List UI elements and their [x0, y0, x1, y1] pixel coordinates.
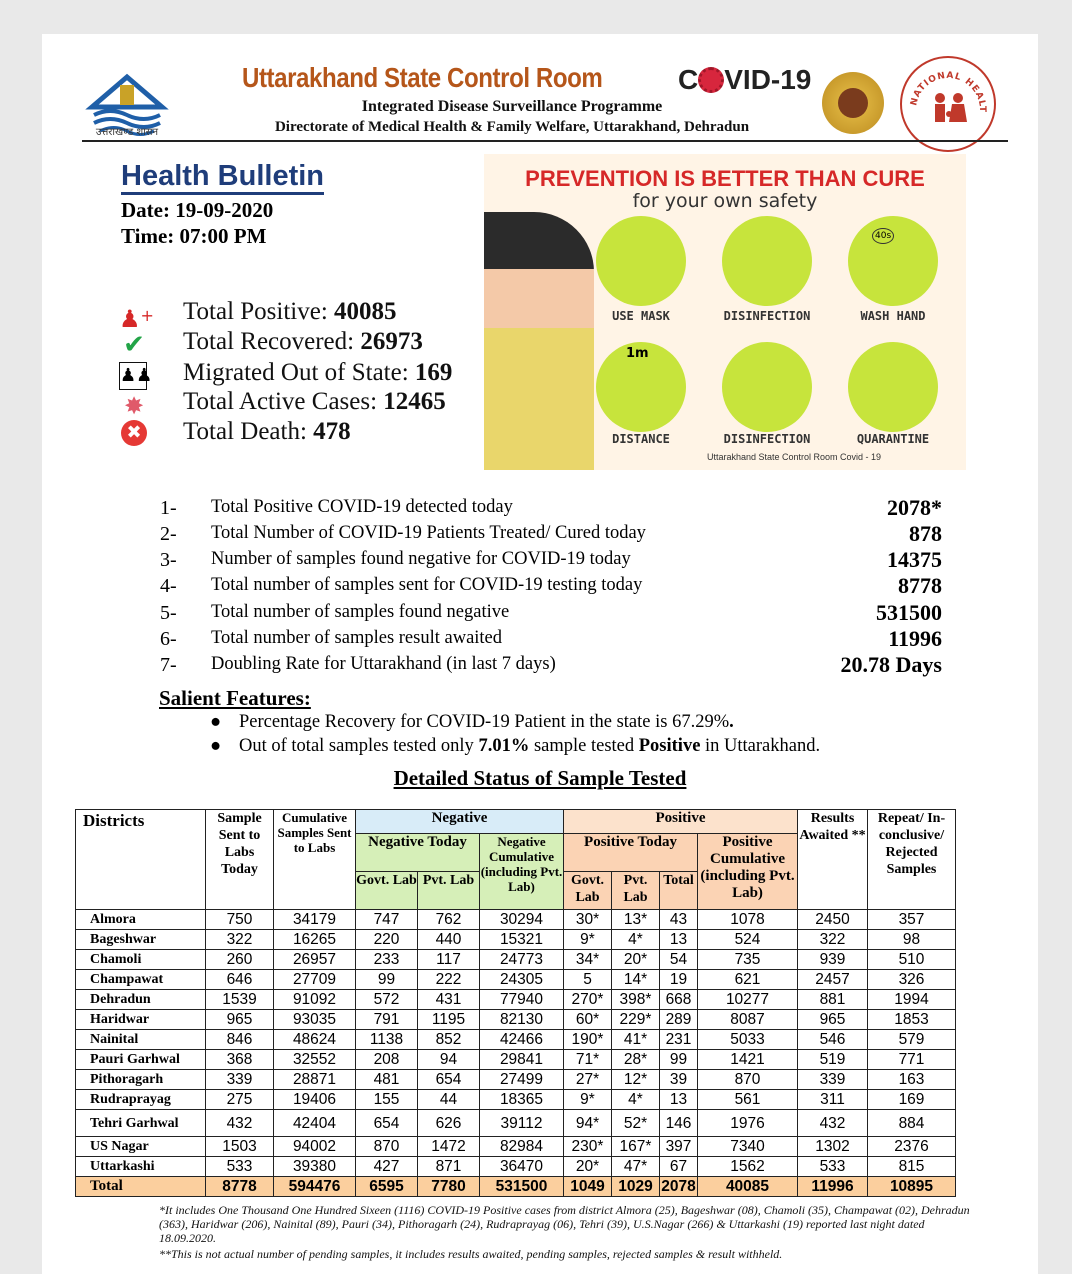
list-number: 1-	[160, 497, 177, 519]
table-cell: 357	[868, 910, 956, 930]
table-cell: 275	[206, 1090, 274, 1110]
table-cell: 28871	[274, 1070, 356, 1090]
list-item-text: Doubling Rate for Uttarakhand (in last 7 days)	[211, 654, 556, 674]
table-cell: 1421	[698, 1050, 798, 1070]
table-cell: 167*	[612, 1137, 660, 1157]
table-cell: 668	[660, 990, 698, 1010]
sample-status-table	[75, 809, 956, 1197]
table-cell: 9*	[564, 930, 612, 950]
table-cell: 117	[418, 950, 480, 970]
stat-label: Total Recovered:	[183, 328, 355, 355]
table-cell: 7340	[698, 1137, 798, 1157]
table-row	[76, 1070, 956, 1090]
table-cell: 82984	[480, 1137, 564, 1157]
covid-logo-rest: VID-19	[724, 64, 812, 95]
table-cell: 20*	[564, 1157, 612, 1177]
table-cell: 939	[798, 950, 868, 970]
table-cell: 39112	[480, 1110, 564, 1137]
stat-migrated-out	[183, 359, 452, 387]
table-cell: 8778	[206, 1177, 274, 1197]
distance-icon	[596, 342, 686, 432]
text-part: sample tested	[529, 736, 639, 756]
table-cell: 27*	[564, 1070, 612, 1090]
poster-subtitle: for your own safety	[632, 190, 818, 212]
table-cell: 8087	[698, 1010, 798, 1030]
district-name-cell: US Nagar	[76, 1137, 206, 1157]
list-number: 4-	[160, 575, 177, 597]
header-neg-pvt-lab: Pvt. Lab	[418, 872, 480, 910]
table-cell: 99	[660, 1050, 698, 1070]
table-cell: 40085	[698, 1177, 798, 1197]
table-cell: 260	[206, 950, 274, 970]
table-cell: 2457	[798, 970, 868, 990]
stat-label: Total Death:	[183, 418, 307, 445]
table-cell: 169	[868, 1090, 956, 1110]
table-cell: 654	[418, 1070, 480, 1090]
table-cell: 368	[206, 1050, 274, 1070]
text-part: Out of total samples tested only	[239, 736, 479, 756]
table-cell: 815	[868, 1157, 956, 1177]
list-item-value: 11996	[888, 626, 942, 651]
state-logo-caption: उत्तराखण्ड शासन	[95, 127, 159, 138]
table-cell: 533	[206, 1157, 274, 1177]
text-part: in Uttarakhand.	[700, 736, 821, 756]
table-cell: 28*	[612, 1050, 660, 1070]
salient-recovery-text	[239, 712, 734, 733]
table-cell: 67	[660, 1157, 698, 1177]
text-part: Positive	[638, 736, 701, 756]
table-cell: 870	[698, 1070, 798, 1090]
table-cell: 52*	[612, 1110, 660, 1137]
table-cell: 326	[868, 970, 956, 990]
table-cell: 440	[418, 930, 480, 950]
list-item-value: 878	[909, 521, 942, 546]
table-cell: 750	[206, 910, 274, 930]
list-number: 5-	[160, 602, 177, 624]
table-cell: 481	[356, 1070, 418, 1090]
stat-value: 478	[313, 418, 351, 445]
table-cell: 1302	[798, 1137, 868, 1157]
table-cell: 220	[356, 930, 418, 950]
disinfection-spray-icon	[722, 216, 812, 306]
table-cell: 546	[798, 1030, 868, 1050]
table-cell: 42466	[480, 1030, 564, 1050]
list-item-value: 8778	[898, 573, 942, 598]
table-cell: 20*	[612, 950, 660, 970]
programme-subtitle: Integrated Disease Surveillance Programme	[361, 98, 663, 115]
table-row	[76, 990, 956, 1010]
list-item-text: Total Positive COVID-19 detected today	[211, 497, 513, 517]
table-cell: 1029	[612, 1177, 660, 1197]
table-cell: 884	[868, 1110, 956, 1137]
header-positive-today: Positive Today	[564, 834, 698, 872]
table-cell: 34179	[274, 910, 356, 930]
table-cell: 322	[798, 930, 868, 950]
table-cell: 11996	[798, 1177, 868, 1197]
quarantine-icon	[848, 342, 938, 432]
list-item-text: Total Number of COVID-19 Patients Treated/ Cured today	[211, 523, 646, 543]
table-cell: 19	[660, 970, 698, 990]
stat-total-death	[183, 418, 351, 446]
table-cell: 965	[206, 1010, 274, 1030]
disinfection-phone-icon	[722, 342, 812, 432]
list-item-value: 2078*	[887, 495, 942, 520]
header-divider	[82, 140, 1008, 142]
table-cell: 870	[356, 1137, 418, 1157]
table-cell: 36470	[480, 1157, 564, 1177]
table-cell: 791	[356, 1010, 418, 1030]
table-cell: 432	[798, 1110, 868, 1137]
list-item-text: Total number of samples sent for COVID-19 testing today	[211, 575, 643, 595]
poster-label: DISTANCE	[612, 432, 670, 446]
table-cell: 594476	[274, 1177, 356, 1197]
table-cell: 18365	[480, 1090, 564, 1110]
table-cell: 846	[206, 1030, 274, 1050]
list-item-text: Total number of samples result awaited	[211, 628, 503, 648]
table-cell: 155	[356, 1090, 418, 1110]
table-cell: 19406	[274, 1090, 356, 1110]
table-cell: 311	[798, 1090, 868, 1110]
table-cell: 4*	[612, 930, 660, 950]
list-item-value: 531500	[876, 600, 942, 625]
table-cell: 270*	[564, 990, 612, 1010]
table-cell: 10277	[698, 990, 798, 1010]
district-name-cell: Rudraprayag	[76, 1090, 206, 1110]
table-cell: 1049	[564, 1177, 612, 1197]
table-cell: 13*	[612, 910, 660, 930]
table-cell: 94*	[564, 1110, 612, 1137]
table-cell: 13	[660, 930, 698, 950]
table-cell: 852	[418, 1030, 480, 1050]
table-cell: 16265	[274, 930, 356, 950]
table-cell: 94	[418, 1050, 480, 1070]
salient-features-title: Salient Features:	[159, 686, 311, 710]
table-cell: 762	[418, 910, 480, 930]
table-cell: 44	[418, 1090, 480, 1110]
table-cell: 289	[660, 1010, 698, 1030]
header-negative: Negative	[356, 810, 564, 834]
nhm-logo	[900, 56, 996, 152]
stat-total-positive	[183, 298, 397, 326]
table-cell: 60*	[564, 1010, 612, 1030]
table-row	[76, 1030, 956, 1050]
list-number: 2-	[160, 523, 177, 545]
table-cell: 27709	[274, 970, 356, 990]
table-cell: 233	[356, 950, 418, 970]
table-cell: 1994	[868, 990, 956, 1010]
table-cell: 2376	[868, 1137, 956, 1157]
district-name-cell: Pithoragarh	[76, 1070, 206, 1090]
table-cell: 322	[206, 930, 274, 950]
table-cell: 519	[798, 1050, 868, 1070]
district-name-cell: Bageshwar	[76, 930, 206, 950]
table-row	[76, 1110, 956, 1137]
table-cell: 94002	[274, 1137, 356, 1157]
header-negative-cumulative: Negative Cumulative (including Pvt. Lab)	[480, 834, 564, 910]
table-cell: 15321	[480, 930, 564, 950]
header-districts: Districts	[76, 810, 206, 910]
header-sample-today: Sample Sent to Labs Today	[206, 810, 274, 910]
idsp-emblem-center	[838, 88, 868, 118]
table-cell: 27499	[480, 1070, 564, 1090]
table-cell: 871	[418, 1157, 480, 1177]
table-cell: 626	[418, 1110, 480, 1137]
table-cell: 427	[356, 1157, 418, 1177]
table-cell: 13	[660, 1090, 698, 1110]
footnote-2: **This is not actual number of pending samples, it includes results awaited, pending samples, rejected samples & result withheld.	[159, 1247, 783, 1261]
table-cell: 339	[798, 1070, 868, 1090]
nhm-logo-text: NATIONAL HEALT	[909, 70, 988, 114]
table-cell: 771	[868, 1050, 956, 1070]
table-cell: 1562	[698, 1157, 798, 1177]
control-room-title: Uttarakhand State Control Room	[242, 62, 603, 93]
table-cell: 654	[356, 1110, 418, 1137]
table-cell: 572	[356, 990, 418, 1010]
table-cell: 339	[206, 1070, 274, 1090]
table-cell: 1078	[698, 910, 798, 930]
table-row	[76, 910, 956, 930]
poster-label: DISINFECTION	[723, 309, 811, 323]
nhm-emblem-icon	[902, 58, 994, 150]
table-cell: 531500	[480, 1177, 564, 1197]
table-cell: 30*	[564, 910, 612, 930]
covid19-logo	[678, 64, 811, 96]
stat-value: 12465	[383, 388, 446, 415]
table-cell: 42404	[274, 1110, 356, 1137]
table-cell: 1195	[418, 1010, 480, 1030]
table-row	[76, 1010, 956, 1030]
district-name-cell: Champawat	[76, 970, 206, 990]
table-row	[76, 930, 956, 950]
table-cell: 231	[660, 1030, 698, 1050]
prevention-poster	[484, 154, 966, 470]
table-cell: 146	[660, 1110, 698, 1137]
table-cell: 2078	[661, 1178, 696, 1195]
table-cell: 222	[418, 970, 480, 990]
table-cell: 2450	[798, 910, 868, 930]
distance-mark: 1m	[626, 346, 649, 361]
table-cell: 1472	[418, 1137, 480, 1157]
stat-label: Total Active Cases:	[183, 388, 378, 415]
table-cell: 533	[798, 1157, 868, 1177]
table-cell: 93035	[274, 1010, 356, 1030]
bulletin-page	[42, 34, 1038, 1274]
check-icon: ✔	[123, 330, 145, 360]
table-cell: 82130	[480, 1010, 564, 1030]
table-cell: 99	[356, 970, 418, 990]
header-awaited: Results Awaited **	[798, 810, 868, 910]
header-pos-govt-lab: Govt. Lab	[564, 872, 612, 910]
migrating-people-icon: ♟♟	[119, 362, 147, 390]
table-row	[76, 1050, 956, 1070]
health-bulletin-title: Health Bulletin	[121, 160, 324, 195]
header-positive-cumulative: Positive Cumulative (including Pvt. Lab)	[698, 834, 798, 910]
table-cell: 24773	[480, 950, 564, 970]
table-cell: 397	[660, 1137, 698, 1157]
table-cell: 190*	[564, 1030, 612, 1050]
list-item-text: Total number of samples found negative	[211, 602, 510, 622]
stat-label: Total Positive:	[183, 298, 328, 325]
table-cell: 965	[798, 1010, 868, 1030]
district-name-cell: Tehri Garhwal	[76, 1110, 206, 1137]
directorate-subtitle: Directorate of Medical Health & Family Welfare, Uttarakhand, Dehradun	[274, 119, 750, 135]
table-cell: 431	[418, 990, 480, 1010]
table-cell: 561	[698, 1090, 798, 1110]
table-cell: 26957	[274, 950, 356, 970]
bullet-icon: ●	[210, 736, 222, 756]
bulletin-date: Date: 19-09-2020	[121, 198, 274, 222]
text-part: Percentage Recovery for COVID-19 Patient in the state is	[239, 712, 673, 732]
table-cell: 524	[698, 930, 798, 950]
district-name-cell: Haridwar	[76, 1010, 206, 1030]
table-cell: 747	[356, 910, 418, 930]
district-name-cell: Dehradun	[76, 990, 206, 1010]
poster-label: WASH HAND	[860, 309, 926, 323]
table-cell: 9*	[564, 1090, 612, 1110]
table-cell: 10895	[868, 1177, 956, 1197]
table-cell: 32552	[274, 1050, 356, 1070]
stat-total-recovered	[183, 328, 423, 356]
list-number: 7-	[160, 654, 177, 676]
poster-title: PREVENTION IS BETTER THAN CURE	[525, 166, 925, 191]
header-positive: Positive	[564, 810, 798, 834]
table-cell: 1503	[206, 1137, 274, 1157]
table-total-row	[76, 1177, 956, 1197]
table-cell: 163	[868, 1070, 956, 1090]
table-cell: 98	[868, 930, 956, 950]
table-cell: 41*	[612, 1030, 660, 1050]
list-item-value: 14375	[887, 547, 942, 572]
district-name-cell: Almora	[76, 910, 206, 930]
table-cell: 91092	[274, 990, 356, 1010]
table-row	[76, 1090, 956, 1110]
cross-circle-icon: ✖	[121, 420, 147, 446]
table-cell: 579	[868, 1030, 956, 1050]
district-name-cell: Chamoli	[76, 950, 206, 970]
stat-label: Migrated Out of State:	[183, 359, 409, 386]
table-cell: 71*	[564, 1050, 612, 1070]
positivity-percent: 7.01%	[478, 736, 530, 756]
table-cell: 34*	[564, 950, 612, 970]
table-row	[76, 970, 956, 990]
table-cell: 208	[356, 1050, 418, 1070]
district-name-cell: Pauri Garhwal	[76, 1050, 206, 1070]
stat-value: 26973	[360, 328, 423, 355]
header-pos-pvt-lab: Pvt. Lab	[612, 872, 660, 910]
table-cell: 432	[206, 1110, 274, 1137]
table-cell: 621	[698, 970, 798, 990]
table-cell: 1138	[356, 1030, 418, 1050]
table-cell: 735	[698, 950, 798, 970]
footnote-1: *It includes One Thousand One Hundred Sixeen (1116) COVID-19 Positive cases from district Almora (25), Bageshwar (08), Chamoli (35), Champawat (02), Dehradun (363), Haridwar (206), Nainital (89), Pauri (34), Pithoragarh (24), Rudraprayag (06), Tehri (39), U.S.Nagar (266) & Uttarkashi (19) reported last night dated 18.09.2020.	[159, 1203, 970, 1245]
poster-footer: Uttarakhand State Control Room Covid - 19	[706, 452, 882, 462]
uttarakhand-emblem-icon	[82, 54, 172, 154]
table-cell: 1539	[206, 990, 274, 1010]
bulletin-time: Time: 07:00 PM	[121, 224, 267, 248]
district-name-cell: Total	[76, 1177, 206, 1197]
table-cell: 1853	[868, 1010, 956, 1030]
add-person-icon: ♟+	[119, 305, 154, 333]
table-cell: 77940	[480, 990, 564, 1010]
table-cell: 1976	[698, 1110, 798, 1137]
table-cell: 6595	[356, 1177, 418, 1197]
table-cell: 646	[206, 970, 274, 990]
table-cell: 5033	[698, 1030, 798, 1050]
text-part: .	[729, 712, 734, 732]
table-cell: 230*	[564, 1137, 612, 1157]
recovery-percent: 67.29%	[672, 712, 730, 732]
header-pos-total: Total	[660, 872, 698, 910]
table-body	[76, 910, 956, 1197]
stat-active-cases	[183, 388, 446, 416]
table-cell: 30294	[480, 910, 564, 930]
district-name-cell: Uttarkashi	[76, 1157, 206, 1177]
table-cell: 43	[660, 910, 698, 930]
table-cell: 5	[564, 970, 612, 990]
use-mask-icon	[596, 216, 686, 306]
timer-mark: 40s	[872, 228, 894, 244]
table-cell: 39380	[274, 1157, 356, 1177]
header-neg-govt-lab: Govt. Lab	[356, 872, 418, 910]
poster-label: DISINFECTION	[723, 432, 811, 446]
table-cell: 24305	[480, 970, 564, 990]
salient-positivity-text	[239, 736, 820, 757]
table-cell: 29841	[480, 1050, 564, 1070]
poster-label: QUARANTINE	[856, 432, 930, 446]
table-cell: 398*	[612, 990, 660, 1010]
table-cell: 48624	[274, 1030, 356, 1050]
table-row	[76, 1157, 956, 1177]
list-item-value: 20.78 Days	[840, 652, 942, 677]
table-cell: 510	[868, 950, 956, 970]
table-cell: 14*	[612, 970, 660, 990]
district-name-cell: Nainital	[76, 1030, 206, 1050]
header-repeat: Repeat/ In-conclusive/ Rejected Samples	[868, 810, 956, 910]
list-number: 3-	[160, 549, 177, 571]
header-cumulative: Cumulative Samples Sent to Labs	[274, 810, 356, 910]
covid-logo-c: C	[678, 64, 699, 95]
table-cell: 229*	[612, 1010, 660, 1030]
header-negative-today: Negative Today	[356, 834, 480, 872]
table-cell: 47*	[612, 1157, 660, 1177]
list-number: 6-	[160, 628, 177, 650]
table-row	[76, 1137, 956, 1157]
virus-icon	[698, 67, 724, 93]
table-cell: 7780	[418, 1177, 480, 1197]
table-title	[42, 766, 1038, 791]
wash-hand-icon	[848, 216, 938, 306]
table-cell: 39	[660, 1070, 698, 1090]
table-cell: 881	[798, 990, 868, 1010]
table-title-text: Detailed Status of Sample Tested	[393, 766, 687, 790]
table-row	[76, 950, 956, 970]
table-cell: 12*	[612, 1070, 660, 1090]
virus-icon: ✸	[123, 392, 145, 420]
table-cell: 54	[660, 950, 698, 970]
stat-value: 40085	[334, 298, 397, 325]
poster-label: USE MASK	[612, 309, 670, 323]
stat-value: 169	[414, 359, 453, 386]
list-item-text: Number of samples found negative for COVID-19 today	[211, 549, 631, 569]
bullet-icon: ●	[210, 712, 222, 732]
table-cell: 4*	[612, 1090, 660, 1110]
